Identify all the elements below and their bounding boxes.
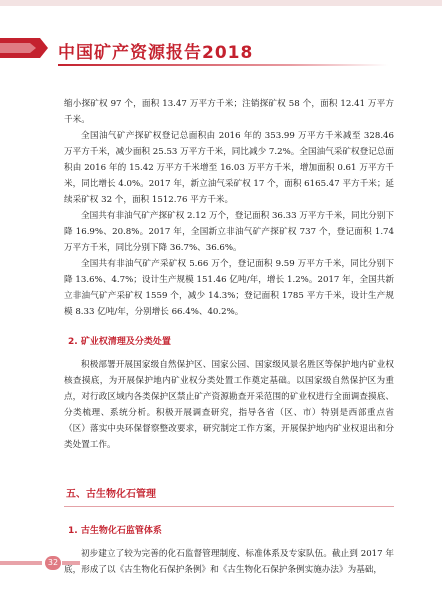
chapter-divider <box>64 506 394 507</box>
header-ribbon-decoration <box>0 34 48 62</box>
footer-decoration <box>0 552 80 574</box>
paragraph: 缩小探矿权 97 个，面积 13.47 万平方千米；注销探矿权 58 个，面积 12.41 万平方千米。 <box>64 99 394 125</box>
paragraph: 全国共有非油气矿产采矿权 5.66 万个，登记面积 9.59 万平方千米，同比分别下降 13.6%、4.7%；设计生产规模 151.46 亿吨/年，增长 1.2%。2017 年，全国共新立非油气矿产采矿权 1559 个，减少 14.3%；登记面积 1785 平方千米，设计生产规模 8.33 亿吨/年，分别增长 66.4%、40.2%。 <box>64 259 394 317</box>
chapter-heading: 五、古生物化石管理 <box>66 489 156 500</box>
top-border <box>0 0 442 6</box>
paragraph: 积极部署开展国家级自然保护区、国家公园、国家级风景名胜区等保护地内矿业权核查摸底，为开展保护地内矿业权分类处置工作奠定基础。以国家级自然保护区为重点，对行政区域内各类保护区禁止矿产资源勘查开采范围的矿业权进行全面调查摸底、分类梳理、系统分析。积极开展调查研究，指导各省（区、市）特别是西部重点省（区）落实中央环保督察整改要求，研究制定工作方案，开展保护地内矿业权退出和分类处置工作。 <box>64 360 394 450</box>
report-header-title: 中国矿产资源报告2018 <box>58 43 254 63</box>
paragraph: 全国共有非油气矿产探矿权 2.12 万个，登记面积 36.33 万平方千米，同比分别下降 16.9%、20.8%。2017 年，全国新立非油气矿产探矿权 737 个，登记面积 1.74 万平方千米，同比分别下降 36.7%、36.6%。 <box>64 211 394 253</box>
header-underline <box>58 64 388 66</box>
page-number: 32 <box>45 556 61 570</box>
paragraph: 全国油气矿产探矿权登记总面积由 2016 年的 353.99 万平方千米减至 328.46 万平方千米，减少面积 25.53 万平方千米，同比减少 7.2%。全国油气采矿权登记总面积由 2016 年的 15.42 万平方千米增至 16.03 万平方千米，增加面积 0.61 万平方千米，同比增长 4.0%。2017 年，新立油气采矿权 17 个，面积 6165.47 平方千米；延续采矿权 32 个，面积 1512.76 平方千米。 <box>64 131 395 205</box>
paragraph: 初步建立了较为完善的化石监督管理制度、标准体系及专家队伍。截止到 2017 年底，形成了以《古生物化石保护条例》和《古生物化石保护条例实施办法》为基础， <box>64 549 394 575</box>
page-body <box>64 96 394 578</box>
section-heading: 2. 矿业权清理及分类处置 <box>68 337 171 347</box>
section-heading: 1. 古生物化石监管体系 <box>68 526 162 536</box>
